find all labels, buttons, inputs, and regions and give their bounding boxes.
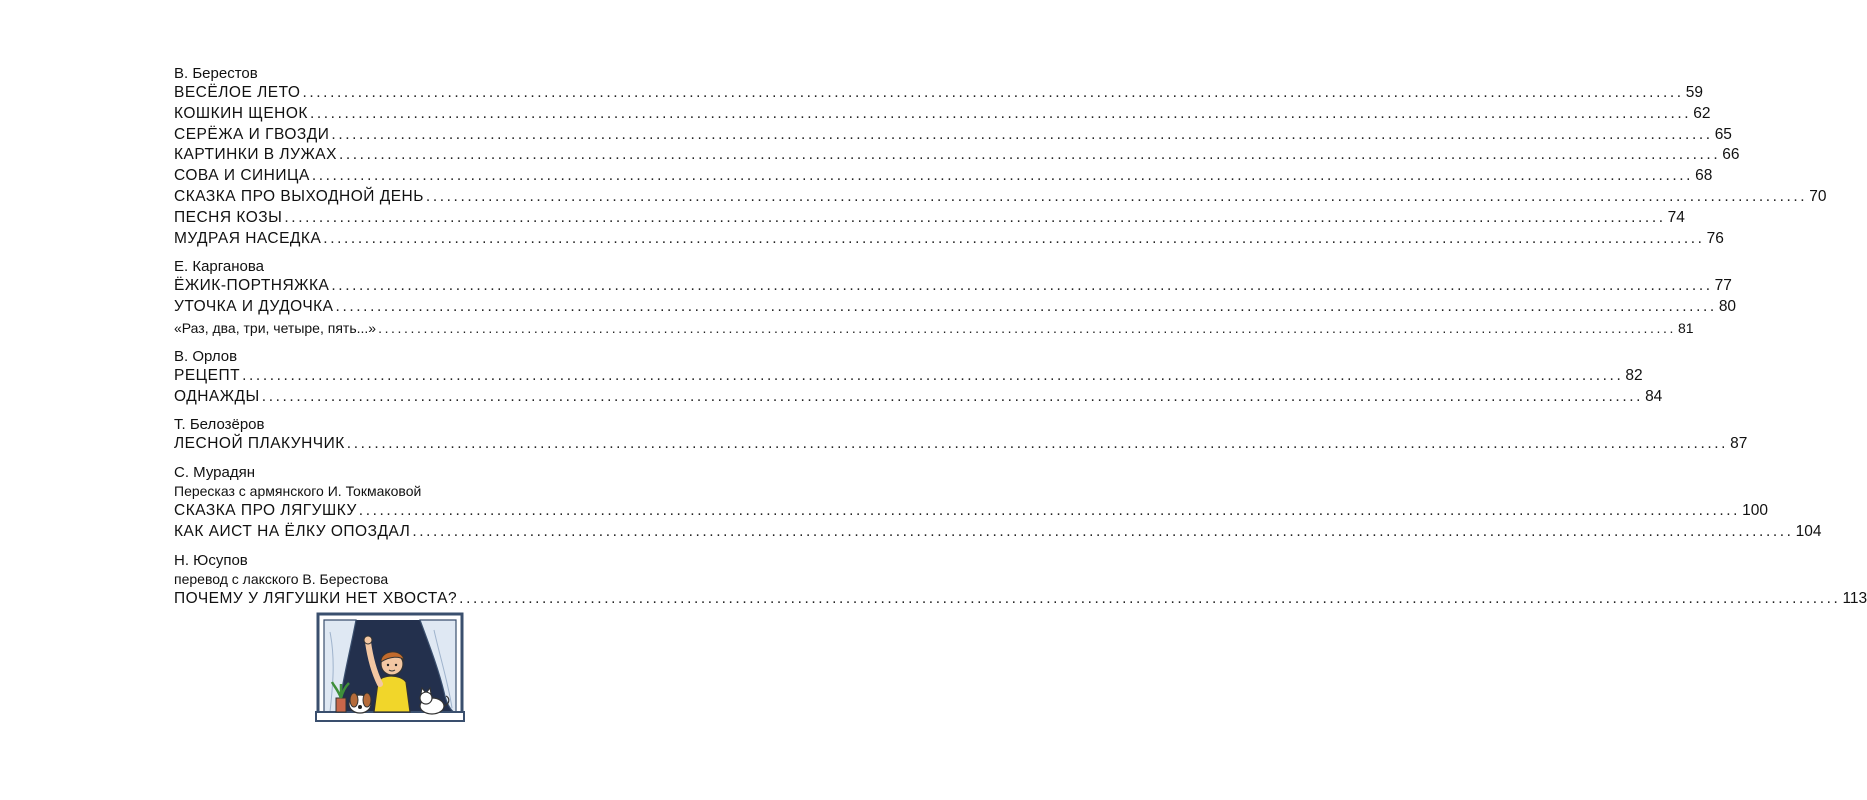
toc-entry	[174, 208, 1685, 229]
entry-title: СОВА И СИНИЦА	[174, 167, 310, 185]
entry-page: 76	[1706, 229, 1724, 247]
entry-page: 80	[1718, 298, 1737, 316]
entry-page: 65	[1714, 125, 1732, 143]
toc-entry	[174, 501, 1768, 522]
toc-section	[174, 347, 1663, 408]
dot-leader: ........................................................................................................................................................................................................	[335, 298, 1717, 316]
toc-entry	[174, 522, 1822, 543]
toc-entry	[174, 387, 1663, 408]
entry-title: ЁЖИК-ПОРТНЯЖКА	[174, 277, 330, 295]
toc-section	[174, 64, 1827, 249]
entry-page: 81	[1678, 319, 1694, 336]
dot-leader: ........................................................................................................................................................................................................	[331, 125, 1713, 143]
dot-leader: ........................................................................................................................................................................................................	[412, 522, 1794, 540]
entry-title: КАРТИНКИ В ЛУЖАХ	[174, 146, 337, 164]
entry-title: ПОЧЕМУ У ЛЯГУШКИ НЕТ ХВОСТА?	[174, 589, 458, 607]
toc-entry	[174, 297, 1737, 318]
dot-leader: ........................................................................................................................................................................................................	[425, 187, 1808, 205]
entry-page: 84	[1645, 387, 1663, 405]
entry-title: ВЕСЁЛОЕ ЛЕТО	[174, 84, 301, 101]
entry-page: 74	[1667, 208, 1685, 226]
entry-page: 62	[1693, 104, 1711, 122]
translation-note: перевод с лакского В. Берестова	[174, 570, 389, 587]
dot-leader: ........................................................................................................................................................................................................	[378, 319, 1677, 336]
entry-title: ОДНАЖДЫ	[174, 387, 260, 405]
author-name: В. Орлов	[174, 347, 238, 365]
toc-entry	[174, 589, 1867, 610]
entry-page: 77	[1714, 277, 1732, 295]
entry-page: 113	[1842, 589, 1867, 607]
toc-entry	[174, 83, 1703, 104]
entry-title: РЕЦЕПТ	[174, 366, 241, 384]
dot-leader: ........................................................................................................................................................................................................	[261, 387, 1644, 405]
author-name: Н. Юсупов	[174, 551, 248, 569]
author-name: Е. Карганова	[174, 258, 265, 276]
entry-title: ЛЕСНОЙ ПЛАКУНЧИК	[174, 435, 345, 453]
dot-leader: ........................................................................................................................................................................................................	[284, 208, 1666, 226]
entry-page: 59	[1685, 84, 1703, 101]
entry-title: КАК АИСТ НА ЁЛКУ ОПОЗДАЛ	[174, 522, 411, 540]
dot-leader: ........................................................................................................................................................................................................	[331, 277, 1713, 295]
toc-entry	[174, 366, 1643, 387]
entry-title: СЕРЁЖА И ГВОЗДИ	[174, 125, 330, 143]
toc-section	[174, 257, 1737, 338]
toc-entry	[174, 318, 1694, 339]
entry-page: 87	[1730, 435, 1748, 453]
entry-page: 82	[1625, 366, 1643, 384]
dot-leader: ........................................................................................................................................................................................................	[338, 146, 1721, 164]
toc-section	[174, 551, 1867, 610]
entry-page: 104	[1795, 522, 1822, 540]
dot-leader: ........................................................................................................................................................................................................	[358, 502, 1741, 520]
toc-entry	[174, 434, 1748, 455]
table-of-contents	[174, 64, 1867, 618]
dot-leader: ........................................................................................................................................................................................................	[311, 167, 1694, 185]
toc-entry	[174, 125, 1732, 146]
entry-title: КОШКИН ЩЕНОК	[174, 104, 308, 122]
dot-leader: ........................................................................................................................................................................................................	[302, 84, 1684, 101]
entry-page: 70	[1809, 187, 1827, 205]
toc-entry	[174, 276, 1732, 297]
dot-leader: ........................................................................................................................................................................................................	[346, 435, 1729, 453]
dot-leader: ........................................................................................................................................................................................................	[323, 229, 1705, 247]
boy-at-window-illustration	[316, 612, 464, 728]
toc-entry	[174, 187, 1827, 208]
dot-leader: ........................................................................................................................................................................................................	[309, 104, 1692, 122]
toc-entry	[174, 145, 1740, 166]
entry-title: СКАЗКА ПРО ЛЯГУШКУ	[174, 502, 357, 520]
entry-title: МУДРАЯ НАСЕДКА	[174, 229, 322, 247]
author-name: Т. Белозёров	[174, 416, 265, 434]
toc-entry	[174, 166, 1713, 187]
toc-entry	[174, 229, 1724, 250]
author-name: В. Берестов	[174, 65, 258, 82]
author-name: С. Мурадян	[174, 464, 256, 482]
toc-section	[174, 415, 1748, 455]
toc-section	[174, 463, 1822, 543]
toc-entry	[174, 104, 1711, 125]
translation-note: Пересказ с армянского И. Токмаковой	[174, 483, 422, 500]
entry-page: 68	[1695, 167, 1713, 185]
entry-title: СКАЗКА ПРО ВЫХОДНОЙ ДЕНЬ	[174, 187, 424, 205]
entry-page: 66	[1722, 146, 1740, 164]
entry-title: ПЕСНЯ КОЗЫ	[174, 208, 283, 226]
dot-leader: ........................................................................................................................................................................................................	[242, 366, 1624, 384]
entry-title: УТОЧКА И ДУДОЧКА	[174, 298, 334, 316]
entry-page: 100	[1742, 502, 1768, 520]
entry-title: «Раз, два, три, четыре, пять...»	[174, 319, 377, 336]
dot-leader: ........................................................................................................................................................................................................	[459, 589, 1841, 607]
